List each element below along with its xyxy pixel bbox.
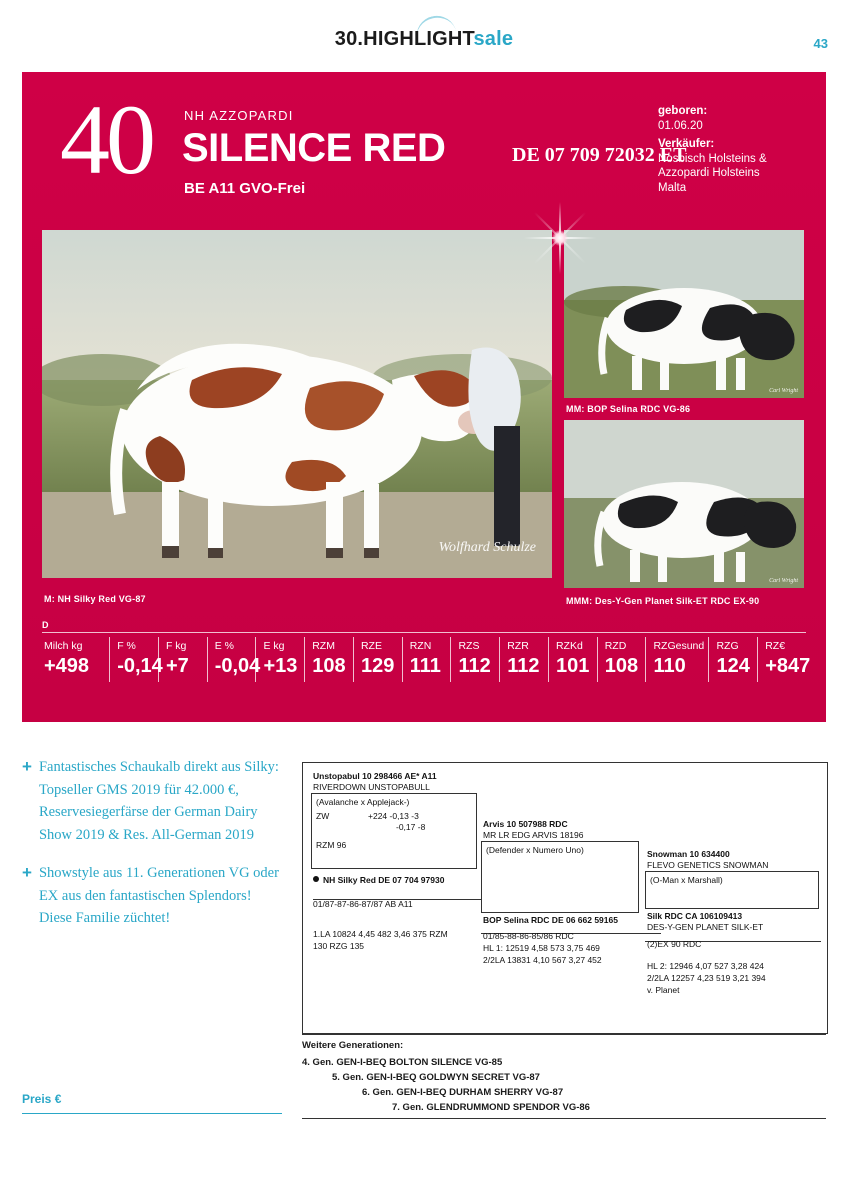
bv-cell-rzeuro (757, 637, 811, 682)
granddam-photo (564, 230, 804, 398)
sire-parents-box (311, 793, 477, 869)
bv-head: E kg (263, 640, 285, 652)
dam-bullet-icon (313, 876, 319, 882)
mggs-subtitle: FLEVO GENETICS SNOWMAN (647, 860, 769, 870)
sire-subtitle: RIVERDOWN UNSTOPABULL (313, 782, 430, 792)
great-granddam-photo-caption: MMM: Des-Y-Gen Planet Silk-ET RDC EX-90 (566, 596, 760, 606)
sire-parents: (Avalanche x Applejack-) (316, 797, 410, 807)
seller-line-2: Azzopardi Holsteins (658, 167, 760, 179)
bv-cell-rzs (450, 637, 499, 682)
further-generations-bottom-rule (302, 1118, 826, 1119)
plus-icon: + (22, 757, 32, 776)
country-code: D (42, 620, 49, 630)
bv-cell-rzkd (548, 637, 597, 682)
bv-cell-rzm (304, 637, 353, 682)
bv-value: 111 (409, 655, 441, 677)
bv-value: 112 (458, 655, 491, 677)
dam-classification: 01/87-87-86-87/87 AB A11 (313, 899, 413, 909)
mggd-title: Silk RDC CA 106109413 (647, 911, 743, 921)
bv-cell-rze (353, 637, 402, 682)
mggs-parents: (O-Man x Marshall) (650, 875, 723, 885)
lot-number: 40 (60, 84, 152, 195)
bv-cell-e-pct (207, 637, 261, 682)
granddam-photo-artwork (564, 230, 804, 398)
bv-head: RZGesund (653, 640, 705, 652)
lot-name: SILENCE RED (182, 126, 446, 170)
sire-zw-values-2: -0,17 -8 (396, 822, 426, 832)
sire-rzm: RZM 96 (316, 840, 347, 850)
bv-cell-rzn (402, 637, 451, 682)
seller-line-3: Malta (658, 181, 687, 194)
bv-value: +498 (44, 655, 90, 677)
bv-value: -0,04 (214, 655, 261, 677)
mgs-parents-box (481, 841, 639, 913)
list-item (22, 862, 282, 930)
price-label: Preis € (22, 1092, 62, 1106)
further-generation-line: 4. Gen. GEN-I-BEQ BOLTON SILENCE VG-85 (302, 1057, 503, 1068)
mgd-lactation-2: 2/2LA 13831 4,10 567 3,27 452 (483, 955, 602, 965)
photographer-watermark: Wolfhard Schulze (438, 540, 536, 555)
breeding-values-table (42, 620, 811, 682)
great-granddam-photo-credit: Carl Wright (769, 578, 798, 584)
great-granddam-photo (564, 420, 804, 588)
main-photo-caption: M: NH Silky Red VG-87 (44, 594, 146, 604)
bv-value: +13 (263, 655, 298, 677)
granddam-photo-credit: Carl Wright (769, 388, 798, 394)
bv-head: RZN (409, 640, 432, 652)
bv-head: E % (214, 640, 234, 652)
granddam-photo-caption: MM: BOP Selina RDC VG-86 (566, 404, 691, 414)
mggs-title: Snowman 10 634400 (647, 849, 730, 859)
table-rule (42, 632, 806, 633)
logo-edition: 30. (334, 28, 364, 50)
bv-head: RZE (360, 640, 382, 652)
further-generation-line: 5. Gen. GEN-I-BEQ GOLDWYN SECRET VG-87 (332, 1072, 540, 1083)
born-value: 01.06.20 (658, 119, 703, 132)
born-label: geboren: (658, 105, 708, 117)
bv-head: F kg (165, 640, 187, 652)
mgd-title: BOP Selina RDC DE 06 662 59165 (483, 915, 618, 925)
bv-value: 108 (312, 655, 346, 677)
bv-cell-rzd (597, 637, 646, 682)
bv-value: 101 (555, 655, 590, 677)
mgs-subtitle: MR LR EDG ARVIS 18196 (483, 830, 584, 840)
further-generations-title: Weitere Generationen: (302, 1040, 404, 1051)
bv-head: RZS (458, 640, 480, 652)
list-item (22, 756, 282, 846)
bv-value: +7 (165, 655, 189, 677)
further-generations (302, 1040, 826, 1115)
bv-value: 129 (360, 655, 395, 677)
logo-highlight: HIGHLIGHT (363, 28, 474, 50)
bv-cell-milch-kg (42, 637, 109, 682)
dam-lactation-1: 1.LA 10824 4,45 482 3,46 375 RZM (313, 929, 448, 939)
lot-id: DE 07 709 72032 ET (512, 144, 687, 166)
bv-value: -0,14 (117, 655, 163, 677)
brand-logo (0, 28, 848, 51)
lot-sire-line: NH AZZOPARDI (184, 108, 294, 123)
price-writing-line (22, 1113, 282, 1114)
bv-cell-rzg (708, 637, 757, 682)
bv-head: RZG (716, 640, 739, 652)
mgd-classification: 01/85-88-86-85/86 RDC (483, 931, 574, 941)
bv-value: 112 (507, 655, 540, 677)
seller-label: Verkäufer: (658, 138, 715, 150)
bv-head: RZR (507, 640, 529, 652)
bv-head: Milch kg (44, 640, 83, 652)
lot-panel (22, 72, 826, 722)
dam-lactation-2: 130 RZG 135 (313, 941, 365, 951)
logo-sale: sale (473, 28, 514, 50)
further-generation-line: 6. Gen. GEN-I-BEQ DURHAM SHERRY VG-87 (362, 1087, 564, 1098)
sire-zw-values: +224 -0,13 -3 (368, 811, 419, 821)
bv-value: 110 (653, 655, 686, 677)
bv-value: +847 (765, 655, 811, 677)
dam-title-text: NH Silky Red DE 07 704 97930 (323, 875, 445, 885)
dam-title (313, 875, 444, 886)
mgd-lactation-1: HL 1: 12519 4,58 573 3,75 469 (483, 943, 600, 953)
bv-head: F % (117, 640, 136, 652)
bv-cell-rzgesund (645, 637, 708, 682)
bv-cell-e-kg (255, 637, 304, 682)
bv-value: 124 (716, 655, 750, 677)
price-field (22, 1092, 282, 1114)
highlight-text: Fantastisches Schaukalb direkt aus Silky: Topseller GMS 2019 für 42.000 €, Reservesiegerfärse der German Dairy Show 2019 & Res. All-German 2019 (38, 759, 279, 843)
mggs-parents-box (645, 871, 819, 909)
mggd-sire-note: v. Planet (647, 985, 680, 995)
breeding-values-row (42, 637, 811, 682)
great-granddam-photo-artwork (564, 420, 804, 588)
plus-icon: + (22, 863, 32, 882)
mggd-subtitle: DES-Y-GEN PLANET SILK-ET (647, 922, 764, 932)
mggd-lactation-2: 2/2LA 12257 4,23 519 3,21 394 (647, 973, 766, 983)
bv-cell-rzr (499, 637, 548, 682)
sire-title: Unstopabul 10 298466 AE* A11 (313, 771, 437, 781)
bv-head: RZD (604, 640, 627, 652)
bv-cell-f-kg (158, 637, 207, 682)
further-generations-top-rule (302, 1034, 826, 1035)
further-generation-line: 7. Gen. GLENDRUMMOND SPENDOR VG-86 (392, 1102, 590, 1113)
mggd-lactation-1: HL 2: 12946 4,07 527 3,28 424 (647, 961, 764, 971)
bv-cell-f-pct (109, 637, 163, 682)
bv-head: RZ€ (765, 640, 786, 652)
lot-meta (658, 104, 798, 195)
mgs-title: Arvis 10 507988 RDC (483, 819, 568, 829)
highlight-text: Showstyle aus 11. Generationen VG oder EX aus den fantastischen Splendors! Diese Familie züchtet! (38, 865, 279, 926)
main-photo-artwork (42, 230, 552, 578)
mgs-parents: (Defender x Numero Uno) (486, 845, 584, 855)
sire-zw-label: ZW (316, 811, 330, 821)
page-number: 43 (813, 36, 828, 51)
page-header (0, 0, 848, 72)
main-animal-photo (42, 230, 552, 578)
bv-head: RZM (312, 640, 335, 652)
mggd-classification: (2)EX 90 RDC (647, 939, 702, 949)
highlights-list (22, 756, 282, 946)
pedigree-chart (302, 762, 828, 1034)
lot-subtitle: BE A11 GVO-Frei (184, 180, 306, 197)
seller-line-1: Nosbisch Holsteins & (658, 152, 767, 165)
bv-head: RZKd (555, 640, 583, 652)
bv-value: 108 (604, 655, 639, 677)
